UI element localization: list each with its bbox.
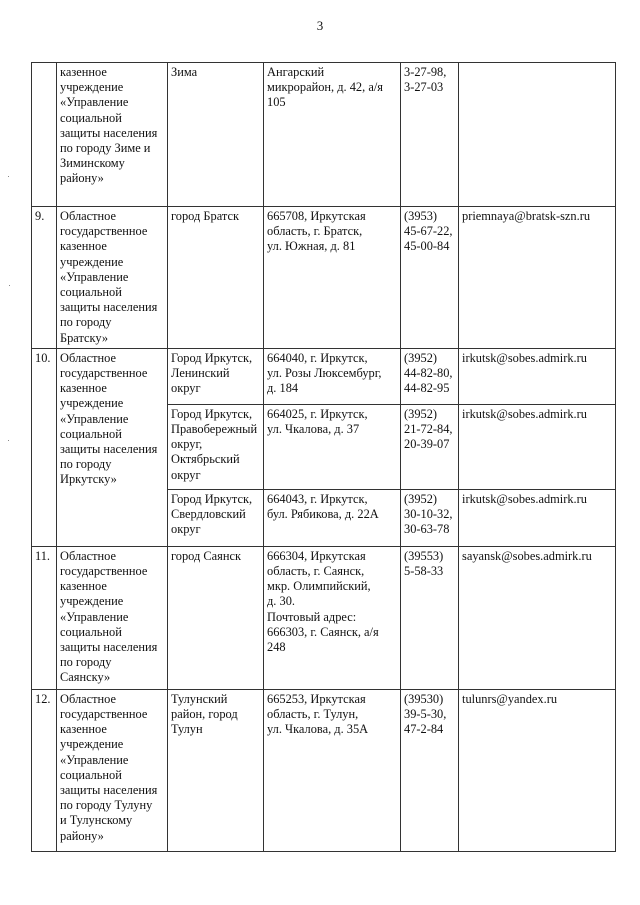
postal-address-line: д. 30. — [267, 594, 295, 609]
organization-name — [57, 348, 168, 546]
service-area-line: город Братск — [171, 209, 239, 223]
postal-address — [264, 689, 401, 851]
phone-numbers-line: 3-27-03 — [404, 80, 444, 95]
organization-name — [57, 63, 168, 207]
organization-name-line: защиты населения — [60, 125, 158, 140]
postal-address-line: бул. Рябикова, д. 22А — [267, 507, 379, 522]
phone-numbers-line: 21-72-84, — [404, 422, 453, 437]
organization-name-line: казенное — [60, 381, 107, 396]
service-area-line: Город Иркутск, — [171, 350, 253, 365]
organization-name-line: казенное — [60, 65, 107, 79]
organization-name-line: казенное — [60, 722, 107, 737]
row-number: 11. — [32, 546, 57, 689]
row-number: 12. — [32, 689, 57, 851]
postal-address-line: микрорайон, д. 42, а/я — [267, 80, 383, 95]
phone-numbers — [401, 63, 459, 207]
organization-name-line: учреждение — [60, 594, 124, 609]
email-address[interactable]: irkutsk@sobes.admirk.ru — [459, 404, 616, 489]
table-row — [32, 348, 616, 404]
organization-name-line: учреждение — [60, 80, 124, 95]
organization-name-line: государственное — [60, 366, 148, 381]
organization-name-line: по городу — [60, 655, 112, 670]
organization-name — [57, 689, 168, 851]
phone-numbers-line: 44-82-95 — [404, 381, 450, 396]
phone-numbers-line: 3-27-98, — [404, 65, 447, 79]
phone-numbers — [401, 489, 459, 546]
service-area — [168, 689, 264, 851]
service-area-line: Ленинский — [171, 366, 230, 381]
phone-numbers — [401, 689, 459, 851]
postal-address — [264, 489, 401, 546]
organization-name-line: государственное — [60, 707, 148, 722]
service-area-line: Зима — [171, 65, 198, 79]
postal-address-line: 665708, Иркутская — [267, 209, 366, 223]
organization-name-line: государственное — [60, 224, 148, 239]
email-address[interactable]: irkutsk@sobes.admirk.ru — [459, 489, 616, 546]
organization-name-line: социальной — [60, 426, 122, 441]
service-area-line: район, город — [171, 707, 238, 722]
email-address[interactable] — [459, 63, 616, 207]
email-address[interactable]: tulunrs@yandex.ru — [459, 689, 616, 851]
service-area-line: город Саянск — [171, 548, 242, 563]
scan-speck — [8, 176, 9, 177]
organization-name-line: Областное — [60, 691, 117, 706]
postal-address-line: 666303, г. Саянск, а/я — [267, 624, 379, 639]
postal-address-line: Ангарский — [267, 65, 325, 79]
organization-name-line: Областное — [60, 548, 117, 563]
organization-name-line: Зиминскому — [60, 156, 125, 171]
postal-address-line: мкр. Олимпийский, — [267, 579, 371, 594]
scan-speck — [9, 285, 10, 286]
organization-name-line: государственное — [60, 564, 148, 579]
postal-address — [264, 404, 401, 489]
row-number: 10. — [32, 348, 57, 546]
postal-address-line: Почтовый адрес: — [267, 609, 357, 624]
row-number: 9. — [32, 207, 57, 349]
postal-address-line: 664025, г. Иркутск, — [267, 406, 368, 421]
phone-numbers-line: 45-67-22, — [404, 224, 453, 239]
service-area-line: округ — [171, 381, 201, 396]
organization-name-line: по городу Тулуну — [60, 798, 153, 813]
organization-name-line: Областное — [60, 209, 117, 223]
organization-name — [57, 546, 168, 689]
phone-numbers — [401, 546, 459, 689]
service-area — [168, 489, 264, 546]
service-area-line: Свердловский — [171, 507, 246, 522]
postal-address-line: д. 184 — [267, 381, 299, 396]
phone-numbers-line: 47-2-84 — [404, 722, 444, 737]
postal-address — [264, 348, 401, 404]
organization-name-line: «Управление — [60, 609, 129, 624]
service-area — [168, 546, 264, 689]
table-row — [32, 689, 616, 851]
service-area-line: Город Иркутск, — [171, 491, 253, 506]
phone-numbers-line: 39-5-30, — [404, 707, 447, 722]
organization-name-line: Иркутску» — [60, 472, 117, 487]
scan-speck — [8, 440, 9, 441]
phone-numbers-line: (3953) — [404, 209, 438, 223]
organization-name-line: «Управление — [60, 95, 129, 110]
organization-name — [57, 207, 168, 349]
phone-numbers — [401, 404, 459, 489]
email-address[interactable]: sayansk@sobes.admirk.ru — [459, 546, 616, 689]
organization-name-line: социальной — [60, 767, 122, 782]
organization-name-line: по городу — [60, 457, 112, 472]
postal-address-line: 666304, Иркутская — [267, 548, 366, 563]
organization-name-line: Областное — [60, 350, 117, 365]
service-area-line: Октябрьский — [171, 452, 240, 467]
postal-address-line: область, г. Тулун, — [267, 707, 359, 722]
phone-numbers-line: 20-39-07 — [404, 437, 450, 452]
organization-name-line: защиты населения — [60, 300, 158, 315]
service-area — [168, 348, 264, 404]
phone-numbers-line: 30-63-78 — [404, 522, 450, 537]
phone-numbers-line: 44-82-80, — [404, 366, 453, 381]
service-area-line: округ, — [171, 437, 203, 452]
service-area-line: Тулун — [171, 722, 203, 737]
service-area — [168, 63, 264, 207]
organization-name-line: казенное — [60, 239, 107, 254]
organization-name-line: «Управление — [60, 269, 129, 284]
phone-numbers-line: (39553) — [404, 548, 444, 563]
organization-name-line: по городу — [60, 315, 112, 330]
service-area-line: Тулунский — [171, 691, 228, 706]
organization-name-line: Братску» — [60, 330, 109, 345]
postal-address — [264, 546, 401, 689]
phone-numbers-line: (39530) — [404, 691, 444, 706]
phone-numbers — [401, 348, 459, 404]
institutions-table — [31, 62, 616, 852]
page-number: 3 — [316, 18, 324, 33]
organization-name-line: району» — [60, 171, 104, 186]
organization-name-line: защиты населения — [60, 640, 158, 655]
phone-numbers-line: (3952) — [404, 406, 438, 421]
phone-numbers — [401, 207, 459, 349]
organization-name-line: «Управление — [60, 752, 129, 767]
table-row — [32, 207, 616, 349]
organization-name-line: защиты населения — [60, 783, 158, 798]
postal-address-line: 665253, Иркутская — [267, 691, 366, 706]
organization-name-line: учреждение — [60, 737, 124, 752]
organization-name-line: учреждение — [60, 254, 124, 269]
organization-name-line: по городу Зиме и — [60, 141, 151, 156]
organization-name-line: району» — [60, 828, 104, 843]
phone-numbers-line: 30-10-32, — [404, 507, 453, 522]
table-row — [32, 546, 616, 689]
service-area-line: Город Иркутск, — [171, 406, 253, 421]
postal-address-line: ул. Чкалова, д. 37 — [267, 422, 360, 437]
email-address[interactable]: priemnaya@bratsk-szn.ru — [459, 207, 616, 349]
postal-address-line: 664040, г. Иркутск, — [267, 350, 368, 365]
service-area — [168, 207, 264, 349]
postal-address-line: 248 — [267, 640, 286, 655]
row-number — [32, 63, 57, 207]
postal-address-line: ул. Розы Люксембург, — [267, 366, 382, 381]
postal-address — [264, 63, 401, 207]
table-row — [32, 63, 616, 207]
organization-name-line: социальной — [60, 285, 122, 300]
postal-address-line: область, г. Саянск, — [267, 564, 365, 579]
organization-name-line: казенное — [60, 579, 107, 594]
organization-name-line: и Тулунскому — [60, 813, 133, 828]
service-area-line: округ — [171, 522, 201, 537]
phone-numbers-line: 5-58-33 — [404, 564, 444, 579]
postal-address-line: 105 — [267, 95, 286, 110]
organization-name-line: защиты населения — [60, 442, 158, 457]
postal-address-line: область, г. Братск, — [267, 224, 363, 239]
organization-name-line: социальной — [60, 624, 122, 639]
postal-address-line: 664043, г. Иркутск, — [267, 491, 368, 506]
postal-address-line: ул. Южная, д. 81 — [267, 239, 356, 254]
service-area — [168, 404, 264, 489]
organization-name-line: «Управление — [60, 411, 129, 426]
service-area-line: Правобережный — [171, 422, 258, 437]
email-address[interactable]: irkutsk@sobes.admirk.ru — [459, 348, 616, 404]
service-area-line: округ — [171, 467, 201, 482]
organization-name-line: Саянску» — [60, 670, 111, 685]
phone-numbers-line: (3952) — [404, 491, 438, 506]
postal-address-line: ул. Чкалова, д. 35А — [267, 722, 369, 737]
phone-numbers-line: 45-00-84 — [404, 239, 450, 254]
phone-numbers-line: (3952) — [404, 350, 438, 365]
organization-name-line: социальной — [60, 110, 122, 125]
organization-name-line: учреждение — [60, 396, 124, 411]
postal-address — [264, 207, 401, 349]
